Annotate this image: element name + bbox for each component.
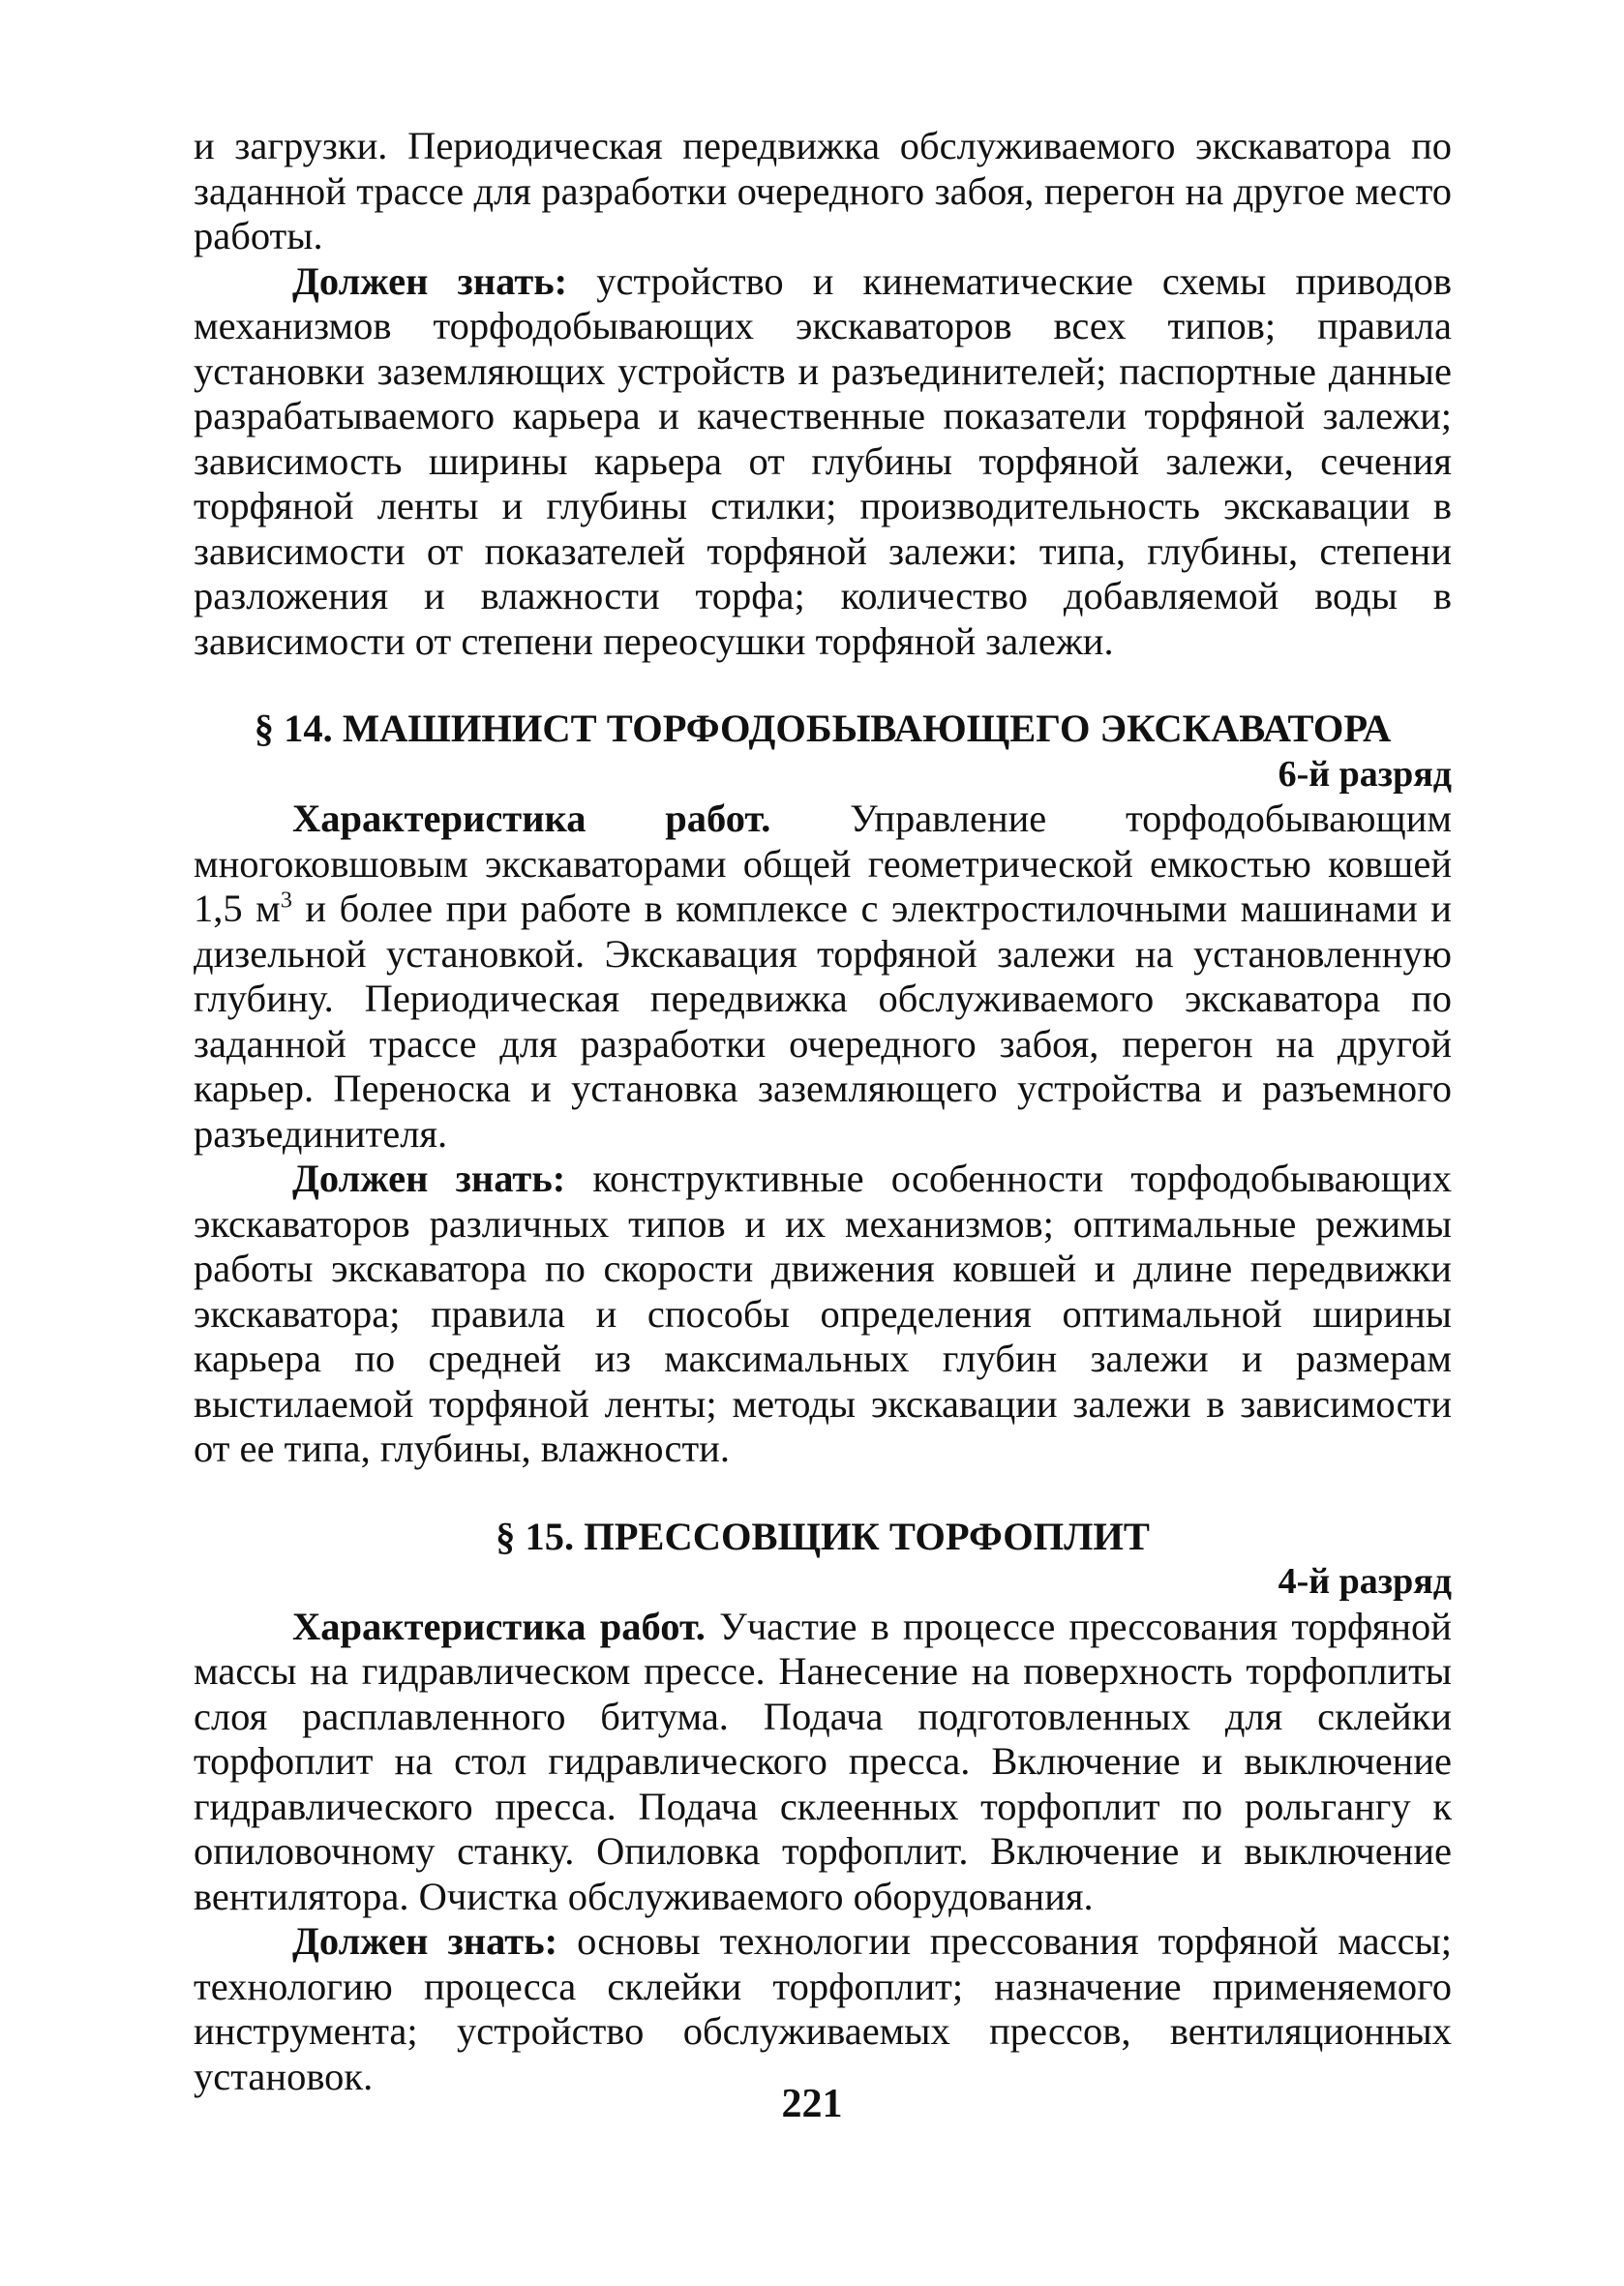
characteristic-lead: Характеристика работ. bbox=[292, 797, 771, 840]
section-14-knowledge bbox=[194, 1157, 1452, 1472]
section-15-grade: 4-й разряд bbox=[1278, 1561, 1452, 1602]
section-15-characteristic bbox=[194, 1605, 1452, 1920]
characteristic-text: Управление торфодобывающим многоковшовым экскаваторами общей геометрической емкостью ковшей 1,5 м bbox=[194, 797, 1452, 930]
knowledge-lead: Должен знать: bbox=[292, 258, 568, 303]
intro-paragraph: и загрузки. Периодическая передвижка обслуживаемого экскаватора по заданной трассе для разработки очередного забоя, перегон на другое место работы. bbox=[194, 124, 1452, 257]
document-page bbox=[194, 124, 1452, 2099]
page-number: 221 bbox=[781, 2082, 843, 2126]
knowledge-text: устройство и кинематические схемы приводов механизмов торфодобывающих экскаваторов всех типов; правила установки заземляющих устройств и разъединителей; паспортные данные разрабатываемого карьера и качественные показатели торфяной залежи; зависимость ширины карьера от глубины торфяной залежи, сечения торфяной ленты и глубины стилки; производительность экскавации в зависимости от показателей торфяной залежи: типа, глубины, степени разложения и влажности торфа; количество добавляемой воды в зависимости от степени переосушки торфяной залежи. bbox=[194, 258, 1452, 663]
knowledge-text: конструктивные особенности торфодобывающих экскаваторов различных типов и их механизмов; оптимальные режимы работы экскаватора по скорости движения ковшей и длине передвижки экскаватора; правила и способы определения оптимальной ширины карьера по средней из максимальных глубин залежи и размерам выстилаемой торфяной ленты; методы экскавации залежи в зависимости от ее типа, глубины, влажности. bbox=[194, 1157, 1452, 1470]
section-15-knowledge bbox=[194, 1919, 1452, 2099]
knowledge-text: основы технологии прессования торфяной массы; технологию процесса склейки торфоплит; назначение применяемого инструмента; устройство обслуживаемых прессов, вентиляционных установок. bbox=[194, 1919, 1453, 2098]
characteristic-text-cont: и более при работе в комплексе с электростилочными машинами и дизельной установкой. Экскавация торфяной залежи на установленную глубину. Периодическая передвижка обслуживаемого экскаватора по заданной трассе для разработки очередного забоя, перегон на другой карьер. Переноска и установка заземляющего устройства и разъемного разъединителя. bbox=[194, 887, 1452, 1156]
characteristic-lead: Характеристика работ. bbox=[292, 1604, 706, 1648]
knowledge-lead: Должен знать: bbox=[292, 1157, 566, 1200]
intro-knowledge-paragraph bbox=[194, 259, 1452, 665]
section-14-grade: 6-й разряд bbox=[1278, 753, 1452, 795]
cubic-superscript: 3 bbox=[280, 887, 292, 914]
section-14-title: § 14. МАШИНИСТ ТОРФОДОБЫВАЮЩЕГО ЭКСКАВАТОРА bbox=[254, 707, 1392, 750]
knowledge-lead: Должен знать: bbox=[292, 1919, 558, 1963]
characteristic-text: Участие в процессе прессования торфяной массы на гидравлическом прессе. Нанесение на поверхность торфоплиты слоя расплавленного битума. Подача подготовленных для склейки торфоплит на стол гидравлического пресса. Включение и выключение гидравлического пресса. Подача склеенных торфоплит по рольгангу к опиловочному станку. Опиловка торфоплит. Включение и выключение вентилятора. Очистка обслуживаемого оборудования. bbox=[194, 1604, 1452, 1918]
section-15-title: § 15. ПРЕССОВЩИК ТОРФОПЛИТ bbox=[496, 1514, 1150, 1558]
section-14-characteristic bbox=[194, 797, 1452, 1157]
